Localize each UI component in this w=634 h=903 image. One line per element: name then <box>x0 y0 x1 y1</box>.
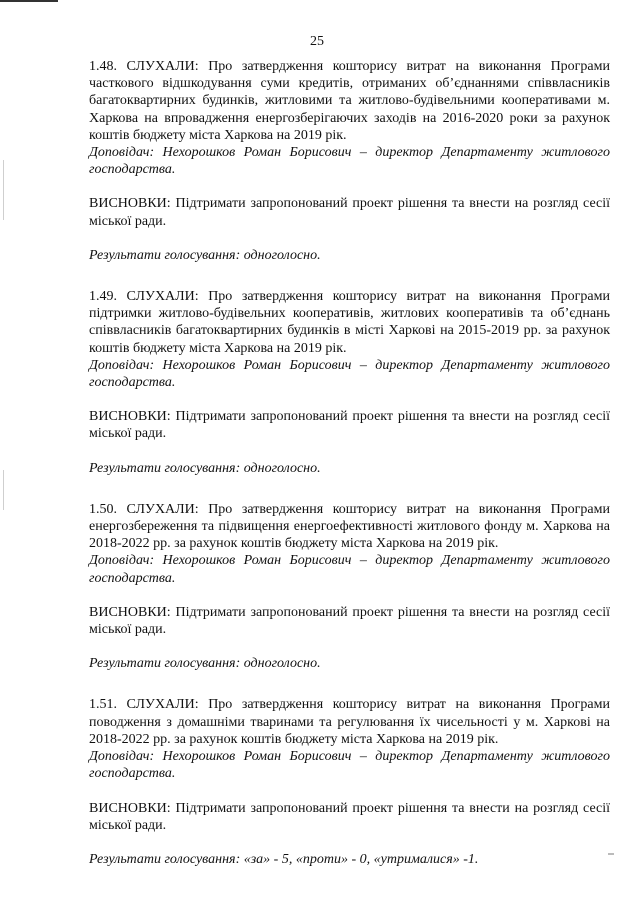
heard-paragraph: 1.51. СЛУХАЛИ: Про затвердження кошторису витрат на виконання Програми поводження з домашніми тваринами та регулювання їх чисельності у м. Харкові на 2018-2022 рр. за рахунок коштів бюджету міста Харкова на 2019 рік. <box>89 697 610 747</box>
conclusion-paragraph: ВИСНОВКИ: Підтримати запропонований проект рішення та внести на розгляд сесії міської ради. <box>89 800 610 833</box>
scan-edge-mark <box>3 470 4 510</box>
conclusion-paragraph: ВИСНОВКИ: Підтримати запропонований проект рішення та внести на розгляд сесії міської ради. <box>89 409 610 442</box>
scan-speck <box>608 853 614 855</box>
vote-result: Результати голосування: одноголосно. <box>89 656 321 672</box>
vote-result: Результати голосування: одноголосно. <box>89 247 321 263</box>
heard-paragraph: 1.50. СЛУХАЛИ: Про затвердження кошторису витрат на виконання Програми енергозбереження та підвищення енергоефективності житлового фонду м. Харкова на 2018-2022 рр. за рахунок коштів бюджету міста Харкова на 2019 рік. <box>89 501 610 552</box>
agenda-item-1-49 <box>89 288 610 477</box>
heard-paragraph: 1.49. СЛУХАЛИ: Про затвердження кошторису витрат на виконання Програми підтримки житлово-будівельних кооперативів, житлових кооперативів та об’єднань співвласників багатоквартирних будинків в місті Харкові на 2015-2019 рр. за рахунок коштів бюджету міста Харкова на 2019 рік. <box>89 289 610 356</box>
vote-result: Результати голосування: одноголосно. <box>89 460 321 476</box>
page-number: 25 <box>310 34 324 49</box>
reporter-line: Доповідач: Нехорошков Роман Борисович – директор Департаменту житлового господарства. <box>89 749 610 782</box>
agenda-item-1-50 <box>89 501 610 673</box>
vote-result: Результати голосування: «за» - 5, «проти» - 0, «утрималися» -1. <box>89 851 479 867</box>
top-border-rule <box>0 0 58 2</box>
conclusion-paragraph: ВИСНОВКИ: Підтримати запропонований проект рішення та внести на розгляд сесії міської ради. <box>89 196 610 229</box>
document-body <box>89 58 610 892</box>
reporter-line: Доповідач: Нехорошков Роман Борисович – директор Департаменту житлового господарства. <box>89 357 610 391</box>
reporter-line: Доповідач: Нехорошков Роман Борисович – директор Департаменту житлового господарства. <box>89 145 610 178</box>
agenda-item-1-51 <box>89 696 610 868</box>
reporter-line: Доповідач: Нехорошков Роман Борисович – директор Департаменту житлового господарства. <box>89 553 610 586</box>
conclusion-paragraph: ВИСНОВКИ: Підтримати запропонований проект рішення та внести на розгляд сесії міської ради. <box>89 604 610 638</box>
heard-paragraph: 1.48. СЛУХАЛИ: Про затвердження кошторису витрат на виконання Програми часткового відшкодування суми кредитів, отриманих об’єднаннями співвласників багатоквартирних будинків, житловими та житлово-будівельними кооперативами м. Харкова на впровадження енергозберігаючих заходів на 2016-2020 роки за рахунок коштів бюджету міста Харкова на 2019 рік. <box>89 59 610 143</box>
scan-edge-mark <box>3 160 4 220</box>
agenda-item-1-48 <box>89 58 610 264</box>
